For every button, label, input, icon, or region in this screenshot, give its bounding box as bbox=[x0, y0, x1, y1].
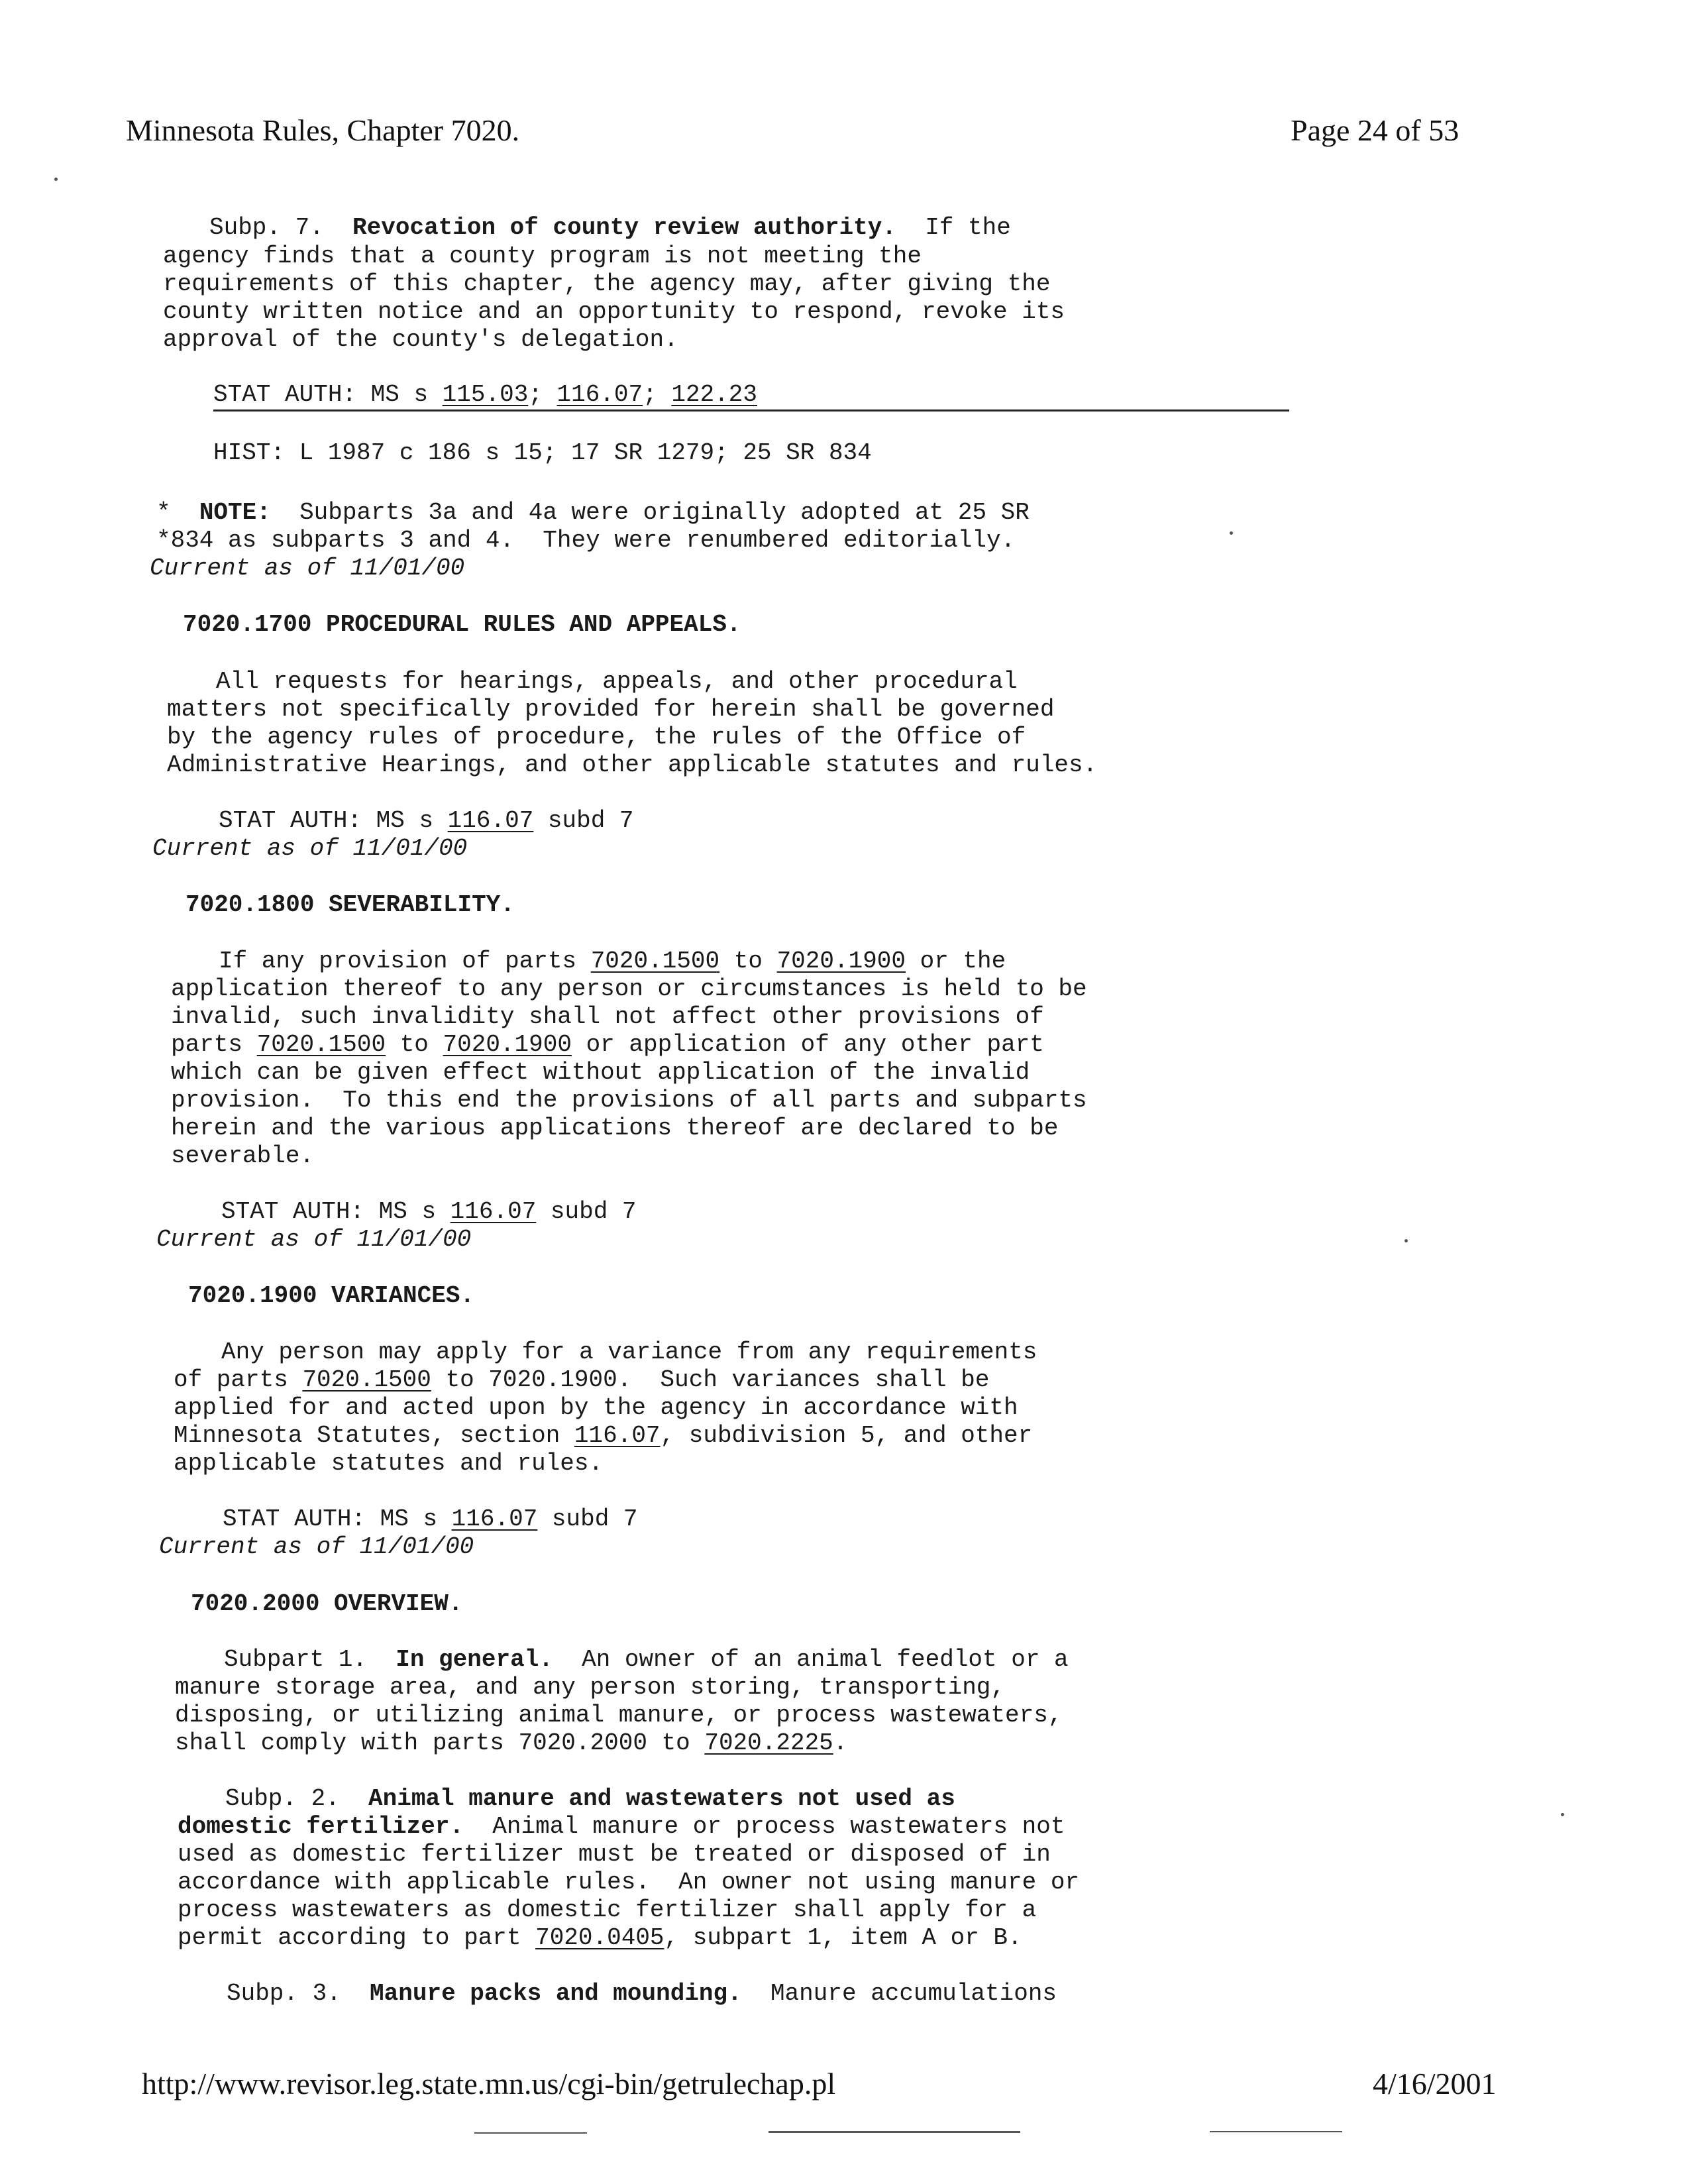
p1900-line5: applicable statutes and rules. bbox=[174, 1450, 604, 1477]
link-116-07[interactable]: 116.07 bbox=[451, 1505, 538, 1533]
link-7020-1500[interactable]: 7020.1500 bbox=[256, 1031, 386, 1058]
heading-7020-1900: 7020.1900 VARIANCES. bbox=[188, 1282, 475, 1309]
current-as-of-1: Current as of 11/01/00 bbox=[150, 555, 465, 582]
scan-speck bbox=[54, 178, 58, 181]
stat-auth-3: STAT AUTH: MS s 116.07 subd 7 bbox=[221, 1198, 637, 1225]
sub2-line2: domestic fertilizer. Animal manure or process wastewaters not bbox=[178, 1813, 1065, 1840]
stat-auth-1: STAT AUTH: MS s 115.03; 116.07; 122.23 bbox=[213, 381, 757, 408]
sub3-line1: Subp. 3. Manure packs and mounding. Manure accumulations bbox=[227, 1980, 1057, 2007]
p1800-line5: which can be given effect without application of the invalid bbox=[171, 1059, 1030, 1086]
scan-artifact bbox=[474, 2132, 587, 2134]
p1700-line2: matters not specifically provided for herein shall be governed bbox=[167, 696, 1055, 723]
link-116-07[interactable]: 116.07 bbox=[556, 381, 643, 408]
subp7-line2: agency finds that a county program is not meeting the bbox=[163, 243, 922, 270]
p1800-line6: provision. To this end the provisions of all parts and subparts bbox=[171, 1087, 1087, 1114]
scan-artifact bbox=[768, 2131, 1020, 2133]
p1800-line3: invalid, such invalidity shall not affect other provisions of bbox=[171, 1003, 1044, 1030]
note-line1: * NOTE: Subparts 3a and 4a were originally adopted at 25 SR bbox=[156, 499, 1030, 526]
sub1-line3: disposing, or utilizing animal manure, or process wastewaters, bbox=[175, 1702, 1063, 1729]
link-122-23[interactable]: 122.23 bbox=[671, 381, 757, 408]
note-line2: *834 as subparts 3 and 4. They were renumbered editorially. bbox=[156, 527, 1016, 554]
link-7020-0405[interactable]: 7020.0405 bbox=[535, 1924, 664, 1951]
p1900-line1: Any person may apply for a variance from any requirements bbox=[221, 1338, 1037, 1366]
footer-date: 4/16/2001 bbox=[1373, 2067, 1497, 2101]
link-115-03[interactable]: 115.03 bbox=[442, 381, 529, 408]
history-line: HIST: L 1987 c 186 s 15; 17 SR 1279; 25 SR 834 bbox=[213, 439, 872, 466]
link-116-07[interactable]: 116.07 bbox=[574, 1422, 661, 1449]
p1800-line1: If any provision of parts 7020.1500 to 7020.1900 or the bbox=[219, 948, 1006, 975]
link-116-07[interactable]: 116.07 bbox=[450, 1198, 537, 1225]
sub1-line2: manure storage area, and any person storing, transporting, bbox=[175, 1674, 1006, 1701]
subp7-line4: county written notice and an opportunity to respond, revoke its bbox=[163, 298, 1065, 325]
subp7-line3: requirements of this chapter, the agency may, after giving the bbox=[163, 270, 1051, 298]
stat-auth-4: STAT AUTH: MS s 116.07 subd 7 bbox=[223, 1505, 638, 1533]
p1800-line2: application thereof to any person or circumstances is held to be bbox=[171, 975, 1087, 1003]
p1700-line4: Administrative Hearings, and other applicable statutes and rules. bbox=[167, 751, 1098, 779]
sub2-line3: used as domestic fertilizer must be treated or disposed of in bbox=[178, 1841, 1051, 1868]
heading-7020-2000: 7020.2000 OVERVIEW. bbox=[191, 1590, 463, 1617]
p1800-line4: parts 7020.1500 to 7020.1900 or application of any other part bbox=[171, 1031, 1044, 1058]
p1800-line8: severable. bbox=[171, 1142, 315, 1170]
stat-auth-2: STAT AUTH: MS s 116.07 subd 7 bbox=[219, 807, 634, 834]
current-as-of-2: Current as of 11/01/00 bbox=[152, 835, 468, 862]
scan-speck bbox=[1561, 1813, 1564, 1816]
page-header-page-number: Page 24 of 53 bbox=[1291, 113, 1459, 147]
p1800-line7: herein and the various applications thereof are declared to be bbox=[171, 1115, 1059, 1142]
subp7-line1: Subp. 7. Revocation of county review authority. If the bbox=[209, 214, 1011, 241]
link-7020-1900[interactable]: 7020.1900 bbox=[443, 1031, 572, 1058]
footer-url[interactable]: http://www.revisor.leg.state.mn.us/cgi-bin/getrulechap.pl bbox=[142, 2067, 836, 2101]
p1700-line1: All requests for hearings, appeals, and other procedural bbox=[216, 668, 1018, 695]
p1900-line2: of parts 7020.1500 to 7020.1900. Such variances shall be bbox=[174, 1366, 990, 1393]
scan-speck bbox=[1404, 1239, 1408, 1242]
sub2-line6: permit according to part 7020.0405, subpart 1, item A or B. bbox=[178, 1924, 1022, 1951]
scan-speck bbox=[1230, 531, 1233, 535]
sub1-line4: shall comply with parts 7020.2000 to 7020.2225. bbox=[175, 1729, 848, 1757]
p1900-line3: applied for and acted upon by the agency in accordance with bbox=[174, 1394, 1018, 1421]
subp7-line5: approval of the county's delegation. bbox=[163, 326, 678, 353]
page-header-title: Minnesota Rules, Chapter 7020. bbox=[126, 113, 520, 147]
sub2-line1: Subp. 2. Animal manure and wastewaters not used as bbox=[225, 1785, 955, 1812]
heading-7020-1800: 7020.1800 SEVERABILITY. bbox=[186, 891, 515, 918]
scan-artifact bbox=[1210, 2131, 1342, 2132]
sub1-line1: Subpart 1. In general. An owner of an animal feedlot or a bbox=[224, 1646, 1069, 1673]
link-7020-1500[interactable]: 7020.1500 bbox=[590, 948, 720, 975]
current-as-of-3: Current as of 11/01/00 bbox=[156, 1226, 472, 1253]
link-116-07[interactable]: 116.07 bbox=[447, 807, 534, 834]
current-as-of-4: Current as of 11/01/00 bbox=[159, 1533, 474, 1560]
heading-7020-1700: 7020.1700 PROCEDURAL RULES AND APPEALS. bbox=[183, 611, 741, 638]
link-7020-1500[interactable]: 7020.1500 bbox=[302, 1366, 431, 1393]
link-7020-1900[interactable]: 7020.1900 bbox=[776, 948, 906, 975]
section-divider bbox=[213, 410, 1289, 411]
link-7020-2225[interactable]: 7020.2225 bbox=[704, 1729, 833, 1757]
sub2-line5: process wastewaters as domestic fertilizer shall apply for a bbox=[178, 1896, 1037, 1924]
p1700-line3: by the agency rules of procedure, the rules of the Office of bbox=[167, 724, 1026, 751]
p1900-line4: Minnesota Statutes, section 116.07, subdivision 5, and other bbox=[174, 1422, 1033, 1449]
sub2-line4: accordance with applicable rules. An owner not using manure or bbox=[178, 1869, 1080, 1896]
